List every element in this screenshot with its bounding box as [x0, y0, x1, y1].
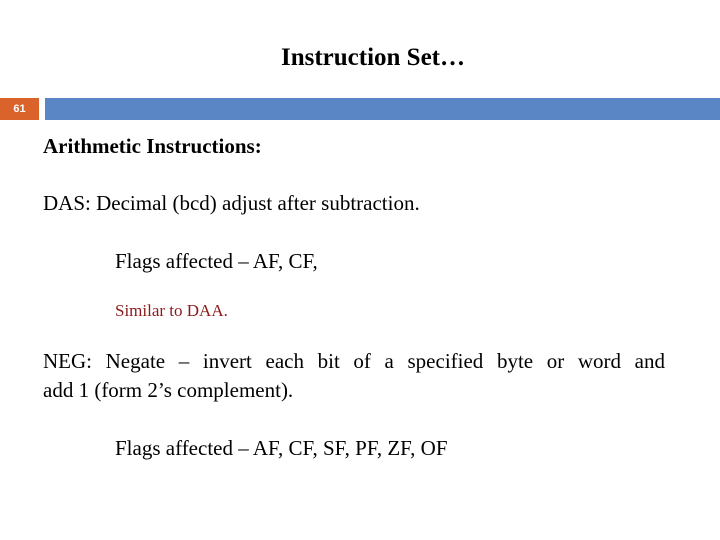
section-heading: Arithmetic Instructions:	[43, 134, 262, 158]
neg-description-line1: NEG: Negate – invert each bit of a specified byte or word and	[43, 349, 665, 373]
das-note: Similar to DAA.	[115, 301, 228, 320]
neg-description	[43, 347, 665, 405]
slide-title: Instruction Set…	[280, 44, 466, 71]
das-description: DAS: Decimal (bcd) adjust after subtraction.	[43, 191, 420, 215]
neg-description-line2: add 1 (form 2’s complement).	[43, 378, 294, 402]
slide-number: 61	[0, 98, 39, 120]
das-flags: Flags affected – AF, CF,	[115, 249, 318, 273]
header-bar	[45, 98, 720, 120]
neg-flags: Flags affected – AF, CF, SF, PF, ZF, OF	[115, 436, 448, 460]
